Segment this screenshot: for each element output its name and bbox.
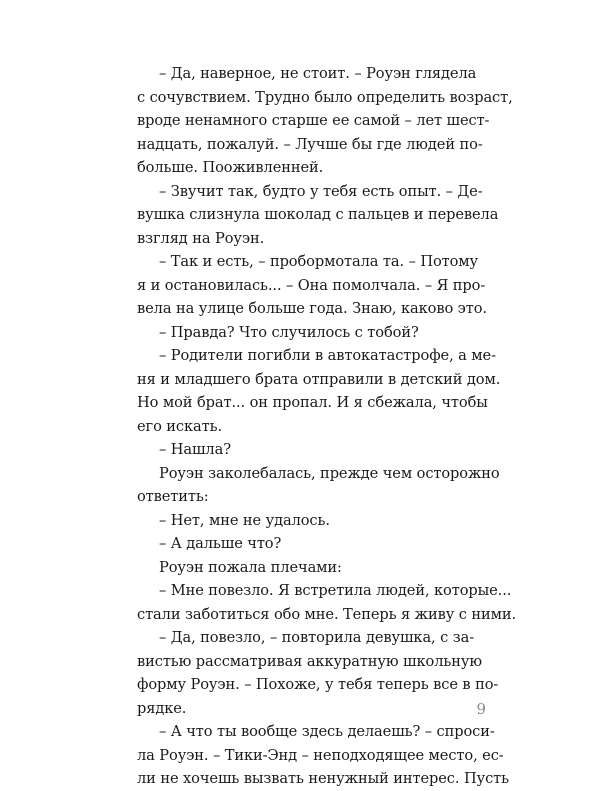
page-number: 9 [476,700,486,718]
text-line: – Звучит так, будто у тебя есть опыт. – Де- [159,182,483,200]
text-line: Роуэн заколебалась, прежде чем осторожно [159,464,500,482]
text-line: – Да, наверное, не стоит. – Роуэн глядела [159,65,477,82]
text-line: – Мне повезло. Я встретила людей, которые... [159,582,512,599]
text-line: – Нет, мне не удалось. [159,511,330,529]
text-line: форму Роуэн. – Похоже, у тебя теперь все в по- [137,676,499,693]
text-line: – Родители погибли в автокатастрофе, а ме- [159,347,496,364]
body-text [137,62,517,791]
text-line: его искать. [137,417,222,435]
text-line: надцать, пожалуй. – Лучше бы где людей по- [137,135,483,153]
text-line: с сочувствием. Трудно было определить возраст, [137,88,513,106]
text-line: ла Роуэн. – Тики-Энд – неподходящее место, ес- [137,746,504,764]
text-line: ли не хочешь вызвать ненужный интерес. Пусть [137,770,509,787]
text-line: вроде ненамного старше ее самой – лет шест- [137,112,490,129]
text-line: – Так и есть, – пробормотала та. – Потому [159,253,479,270]
text-line: – Нашла? [159,441,231,458]
text-line: ня и младшего брата отправили в детский дом. [137,370,501,388]
text-line: – Правда? Что случилось с тобой? [159,323,419,341]
text-line: Роуэн пожала плечами: [159,558,342,576]
text-line: ответить: [137,488,209,505]
text-line: рядке. [137,699,187,717]
text-line: вистью рассматривая аккуратную школьную [137,652,482,670]
text-line: стали заботиться обо мне. Теперь я живу с ними. [137,605,517,623]
text-line: – А что ты вообще здесь делаешь? – спроси- [159,723,495,740]
text-line: взгляд на Роуэн. [137,229,265,247]
text-line: – А дальше что? [159,535,282,552]
text-line: – Да, повезло, – повторила девушка, с за- [159,629,475,646]
text-line: больше. Пооживленней. [137,159,324,176]
text-line: я и остановилась... – Она помолчала. – Я про- [137,276,486,294]
text-line: вушка слизнула шоколад с пальцев и перевела [137,206,499,223]
text-line: Но мой брат... он пропал. И я сбежала, чтобы [137,394,488,411]
text-line: вела на улице больше года. Знаю, каково это. [137,300,487,317]
